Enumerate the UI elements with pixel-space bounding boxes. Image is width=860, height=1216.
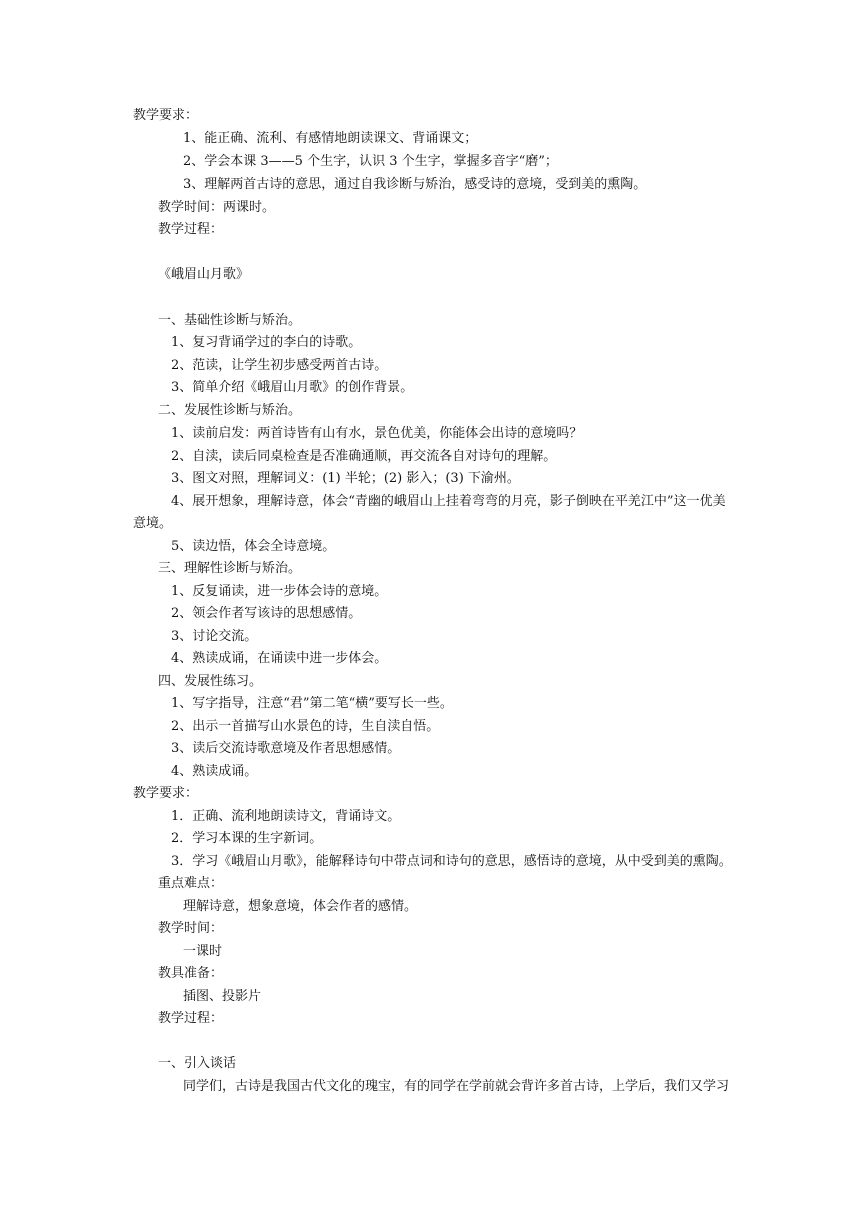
section-4-item-3: 3、读后交流诗歌意境及作者思想感情。	[171, 741, 401, 756]
section-4-item-2: 2、出示一首描写山水景色的诗，生自渎自悟。	[171, 719, 440, 734]
section-4-item-4: 4、熟读成诵。	[171, 764, 258, 779]
section-3-item-4: 4、熟读成诵，在诵读中进一步体会。	[171, 651, 388, 666]
section-2-item-5: 5、读边悟，体会全诗意境。	[171, 539, 336, 554]
section-3-item-2: 2、领会作者写该诗的思想感情。	[171, 606, 362, 621]
intro-text: 同学们，古诗是我国古代文化的瑰宝，有的同学在学前就会背许多首古诗，上学后，我们又学习	[183, 1079, 730, 1094]
teaching-process-heading: 教学过程：	[158, 222, 224, 237]
teaching-requirements-heading-2: 教学要求：	[133, 786, 199, 801]
poem-title: 《峨眉山月歌》	[158, 267, 250, 282]
teaching-time-heading: 教学时间：	[158, 921, 224, 936]
requirement-item-2: 2、学会本课 3——5 个生字，认识 3 个生字，掌握多音字“磨”；	[183, 154, 558, 169]
section-1-item-2: 2、范读，让学生初步感受两首古诗。	[171, 358, 388, 373]
requirement-2-item-1: 1．正确、流利地朗读诗文，背诵诗文。	[171, 809, 401, 824]
section-4-item-1: 1、写字指导，注意“君”第二笔“横”要写长一些。	[171, 696, 453, 711]
section-3-heading: 三、理解性诊断与矫治。	[158, 561, 302, 576]
section-1-heading: 一、基础性诊断与矫治。	[158, 313, 302, 328]
section-2-item-4-continued: 意境。	[133, 516, 173, 531]
intro-heading: 一、引入谈话	[158, 1056, 237, 1071]
section-3-item-3: 3、讨论交流。	[171, 629, 258, 644]
section-2-item-4: 4、展开想象，理解诗意，体会“青幽的峨眉山上挂着弯弯的月亮，影子倒映在平羌江中”这一优美	[171, 494, 726, 509]
key-points-heading: 重点难点：	[158, 876, 224, 891]
section-4-heading: 四、发展性练习。	[158, 674, 263, 689]
section-2-item-1: 1、读前启发：两首诗皆有山有水，景色优美，你能体会出诗的意境吗？	[171, 426, 583, 441]
section-2-item-2: 2、自渎，读后同桌检查是否准确通顺，再交流各自对诗句的理解。	[171, 449, 557, 464]
key-points-text: 理解诗意，想象意境，体会作者的感情。	[183, 899, 418, 914]
teaching-aids-heading: 教具准备：	[158, 966, 224, 981]
section-1-item-3: 3、简单介绍《峨眉山月歌》的创作背景。	[171, 380, 414, 395]
section-3-item-1: 1、反复诵读，进一步体会诗的意境。	[171, 584, 388, 599]
teaching-process-heading-2: 教学过程：	[158, 1011, 224, 1026]
requirement-item-1: 1、能正确、流利、有感情地朗读课文、背诵课文；	[183, 131, 478, 146]
teaching-requirements-heading: 教学要求：	[133, 108, 199, 123]
teaching-time: 教学时间：两课时。	[158, 200, 276, 215]
teaching-aids-text: 插图、投影片	[183, 989, 262, 1004]
requirement-2-item-2: 2．学习本课的生字新词。	[171, 831, 323, 846]
requirement-2-item-3: 3．学习《峨眉山月歌》，能解释诗句中带点词和诗句的意思，感悟诗的意境，从中受到美的熏陶。	[171, 854, 732, 869]
section-2-heading: 二、发展性诊断与矫治。	[158, 403, 302, 418]
section-1-item-1: 1、复习背诵学过的李白的诗歌。	[171, 335, 362, 350]
requirement-item-3: 3、理解两首古诗的意思，通过自我诊断与矫治，感受诗的意境，受到美的熏陶。	[183, 177, 647, 192]
section-2-item-3: 3、图文对照，理解词义：(1) 半轮；(2) 影入；(3) 下渝州。	[171, 471, 520, 486]
teaching-time-text: 一课时	[183, 944, 223, 959]
